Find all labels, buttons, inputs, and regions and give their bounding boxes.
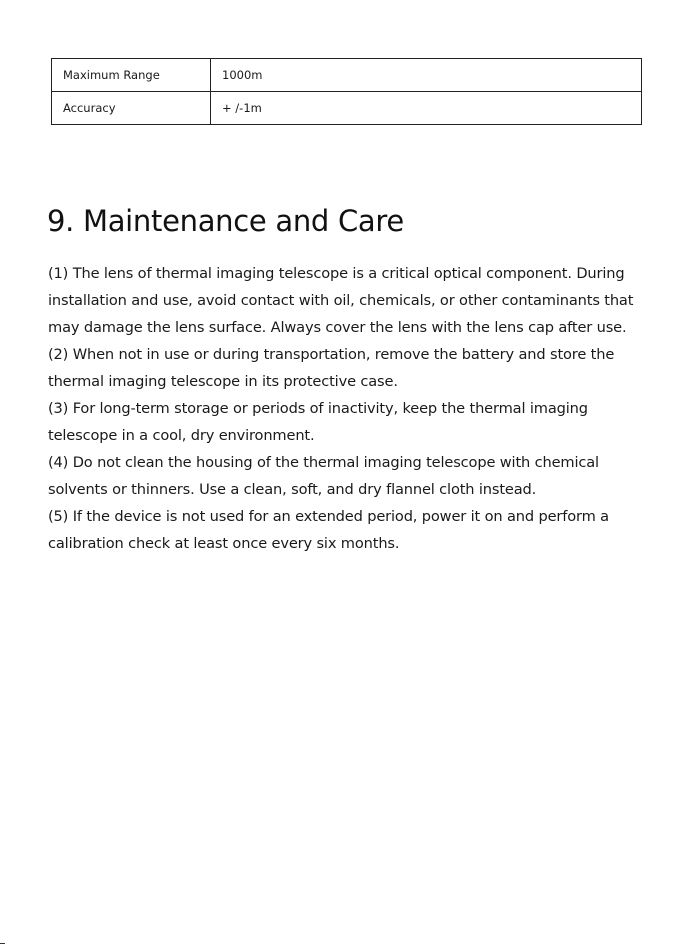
section-heading: 9. Maintenance and Care	[47, 204, 404, 238]
spec-label: Accuracy	[52, 92, 211, 125]
instruction-paragraph: (2) When not in use or during transportation, remove the battery and store the thermal imaging telescope in its protective case.	[48, 346, 615, 390]
spec-value: 1000m	[211, 59, 642, 92]
maintenance-instructions	[48, 260, 652, 557]
instruction-paragraph: (3) For long-term storage or periods of inactivity, keep the thermal imaging telescope in a cool, dry environment.	[48, 400, 588, 444]
instruction-paragraph: (5) If the device is not used for an extended period, power it on and perform a calibration check at least once every six months.	[48, 508, 609, 552]
page-edge-mark	[0, 943, 5, 944]
instruction-paragraph: (1) The lens of thermal imaging telescope is a critical optical component. During installation and use, avoid contact with oil, chemicals, or other contaminants that may damage the lens surface. Always cover the lens with the lens cap after use.	[48, 265, 634, 336]
spec-label: Maximum Range	[52, 59, 211, 92]
spec-table	[51, 58, 642, 125]
table-row	[52, 59, 642, 92]
spec-value: + /-1m	[211, 92, 642, 125]
instruction-paragraph: (4) Do not clean the housing of the thermal imaging telescope with chemical solvents or thinners. Use a clean, soft, and dry flannel cloth instead.	[48, 454, 599, 498]
table-row	[52, 92, 642, 125]
